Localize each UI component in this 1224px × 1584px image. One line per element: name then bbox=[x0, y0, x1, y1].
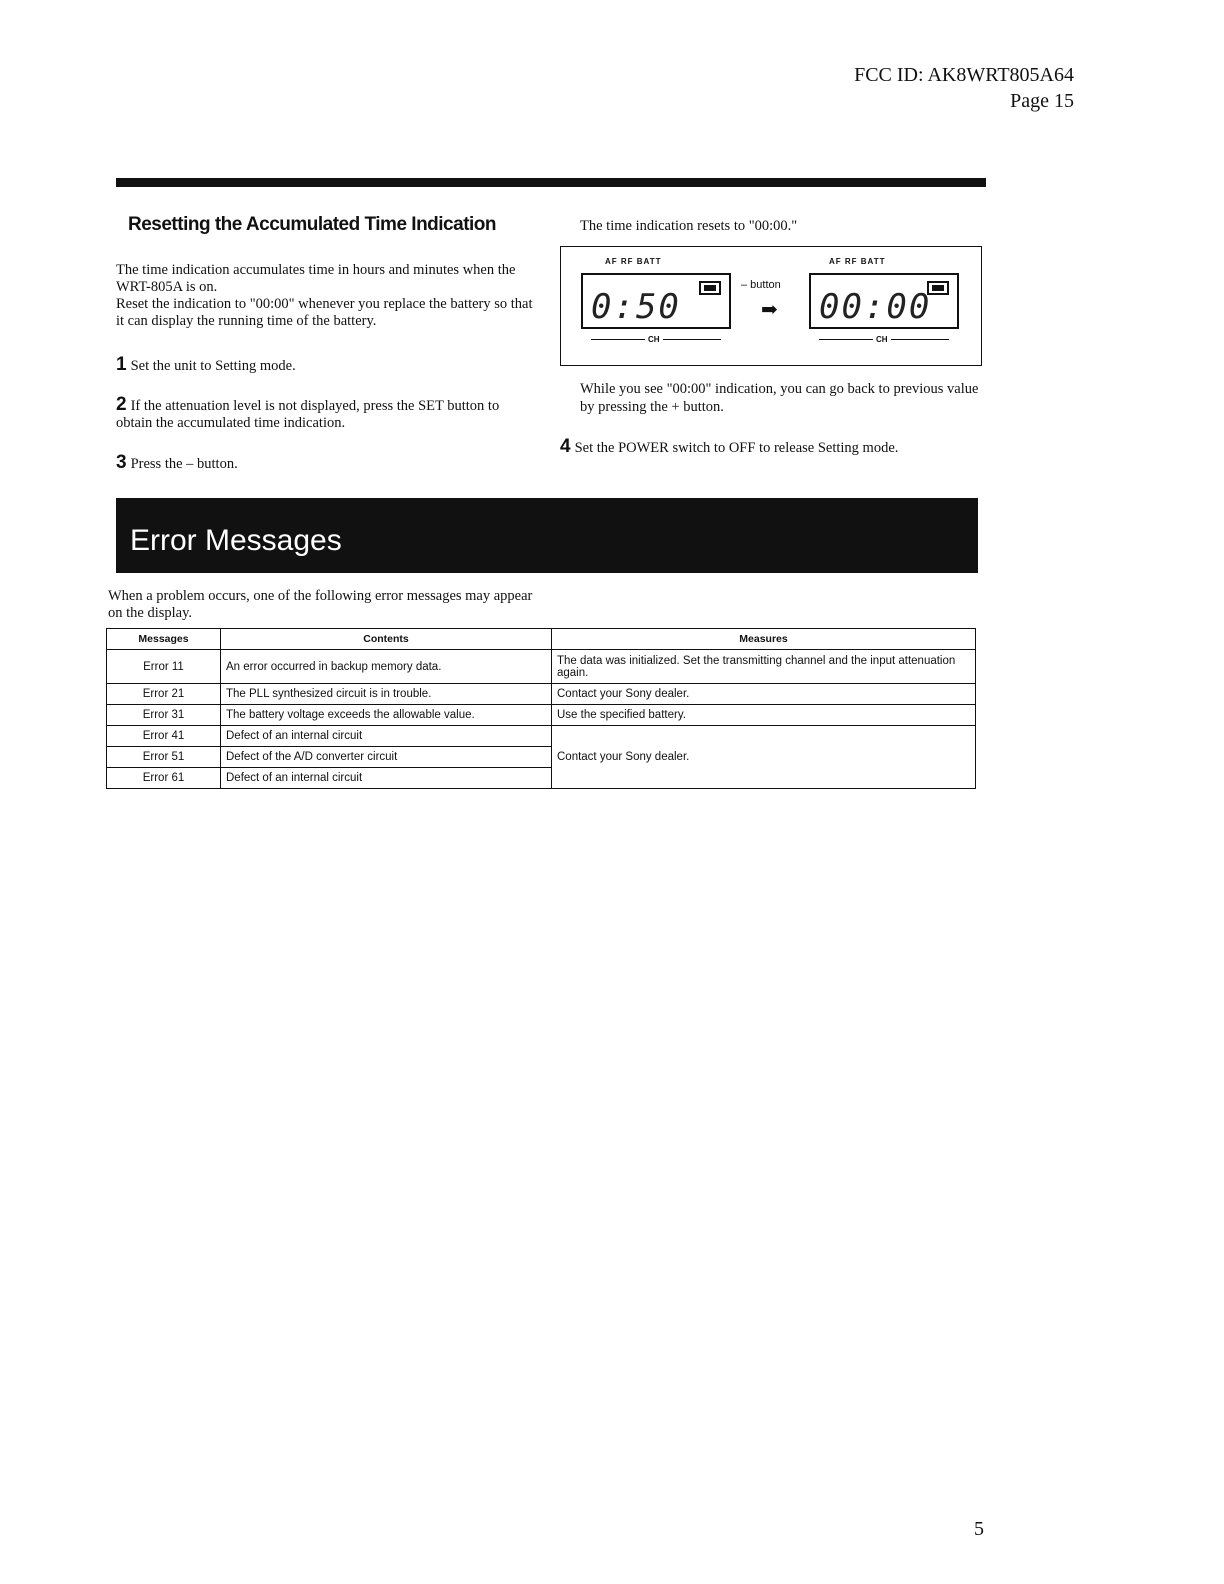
content-cell: Defect of an internal circuit bbox=[221, 726, 552, 747]
lcd-value-before: 0:50 bbox=[591, 287, 681, 327]
measure-cell: Use the specified battery. bbox=[552, 705, 976, 726]
step-number: 3 bbox=[116, 452, 127, 473]
fcc-id: FCC ID: AK8WRT805A64 bbox=[854, 64, 1074, 86]
step-number: 4 bbox=[560, 436, 571, 457]
intro-paragraph bbox=[116, 262, 536, 330]
measure-cell: The data was initialized. Set the transmitting channel and the input attenuation again. bbox=[552, 650, 976, 684]
section-title-errors: Error Messages bbox=[130, 524, 342, 557]
section-title-reset: Resetting the Accumulated Time Indication bbox=[128, 214, 497, 235]
battery-icon bbox=[699, 281, 721, 295]
ch-label-after: CH bbox=[873, 335, 891, 344]
header-messages: Messages bbox=[107, 629, 221, 650]
measure-cell: Contact your Sony dealer. bbox=[552, 684, 976, 705]
error-table bbox=[106, 628, 976, 789]
right-arrow-icon: ➡ bbox=[761, 299, 778, 321]
lcd-display-before bbox=[581, 273, 731, 329]
page-label: Page 15 bbox=[1010, 90, 1074, 112]
message-cell: Error 11 bbox=[107, 650, 221, 684]
message-cell: Error 61 bbox=[107, 768, 221, 789]
button-label: – button bbox=[741, 279, 781, 291]
step-4 bbox=[560, 438, 980, 457]
message-cell: Error 41 bbox=[107, 726, 221, 747]
section-rule bbox=[116, 178, 986, 187]
content-cell: The PLL synthesized circuit is in trouble. bbox=[221, 684, 552, 705]
step-text: Set the unit to Setting mode. bbox=[130, 358, 296, 374]
step-text: Set the POWER switch to OFF to release Setting mode. bbox=[574, 440, 899, 456]
lcd-diagram bbox=[560, 246, 982, 366]
table-row bbox=[107, 684, 976, 705]
header-contents: Contents bbox=[221, 629, 552, 650]
lcd-value-after: 00:00 bbox=[819, 287, 932, 327]
message-cell: Error 51 bbox=[107, 747, 221, 768]
step-number: 2 bbox=[116, 394, 127, 415]
errors-intro: When a problem occurs, one of the following error messages may appear on the display. bbox=[108, 588, 533, 621]
header-measures: Measures bbox=[552, 629, 976, 650]
step-text: Press the – button. bbox=[130, 456, 238, 472]
fcc-header bbox=[854, 62, 1074, 114]
intro-p2: Reset the indication to "00:00" whenever you replace the battery so that it can display the running time of the battery. bbox=[116, 296, 533, 329]
measure-cell-merged: Contact your Sony dealer. bbox=[552, 726, 976, 789]
table-row bbox=[107, 650, 976, 684]
content-cell: The battery voltage exceeds the allowable value. bbox=[221, 705, 552, 726]
step-3 bbox=[116, 454, 536, 473]
ch-label-before: CH bbox=[645, 335, 663, 344]
step-text: If the attenuation level is not displayed, press the SET button to obtain the accumulated time indication. bbox=[116, 398, 500, 431]
lcd-labels-after: AF RF BATT bbox=[829, 257, 886, 266]
error-messages-banner bbox=[116, 498, 978, 573]
lcd-display-after bbox=[809, 273, 959, 329]
step-1 bbox=[116, 356, 536, 375]
footer-page-number: 5 bbox=[974, 1518, 984, 1540]
intro-p1: The time indication accumulates time in hours and minutes when the WRT-805A is on. bbox=[116, 262, 516, 295]
lcd-labels-before: AF RF BATT bbox=[605, 257, 662, 266]
content-cell: An error occurred in backup memory data. bbox=[221, 650, 552, 684]
content-cell: Defect of the A/D converter circuit bbox=[221, 747, 552, 768]
step-2 bbox=[116, 396, 516, 432]
reset-text: The time indication resets to "00:00." bbox=[580, 218, 798, 234]
table-header-row bbox=[107, 629, 976, 650]
table-row bbox=[107, 705, 976, 726]
message-cell: Error 21 bbox=[107, 684, 221, 705]
table-row bbox=[107, 726, 976, 747]
message-cell: Error 31 bbox=[107, 705, 221, 726]
step-number: 1 bbox=[116, 354, 127, 375]
content-cell: Defect of an internal circuit bbox=[221, 768, 552, 789]
while-note: While you see "00:00" indication, you can go back to previous value by pressing the + button. bbox=[580, 381, 979, 415]
